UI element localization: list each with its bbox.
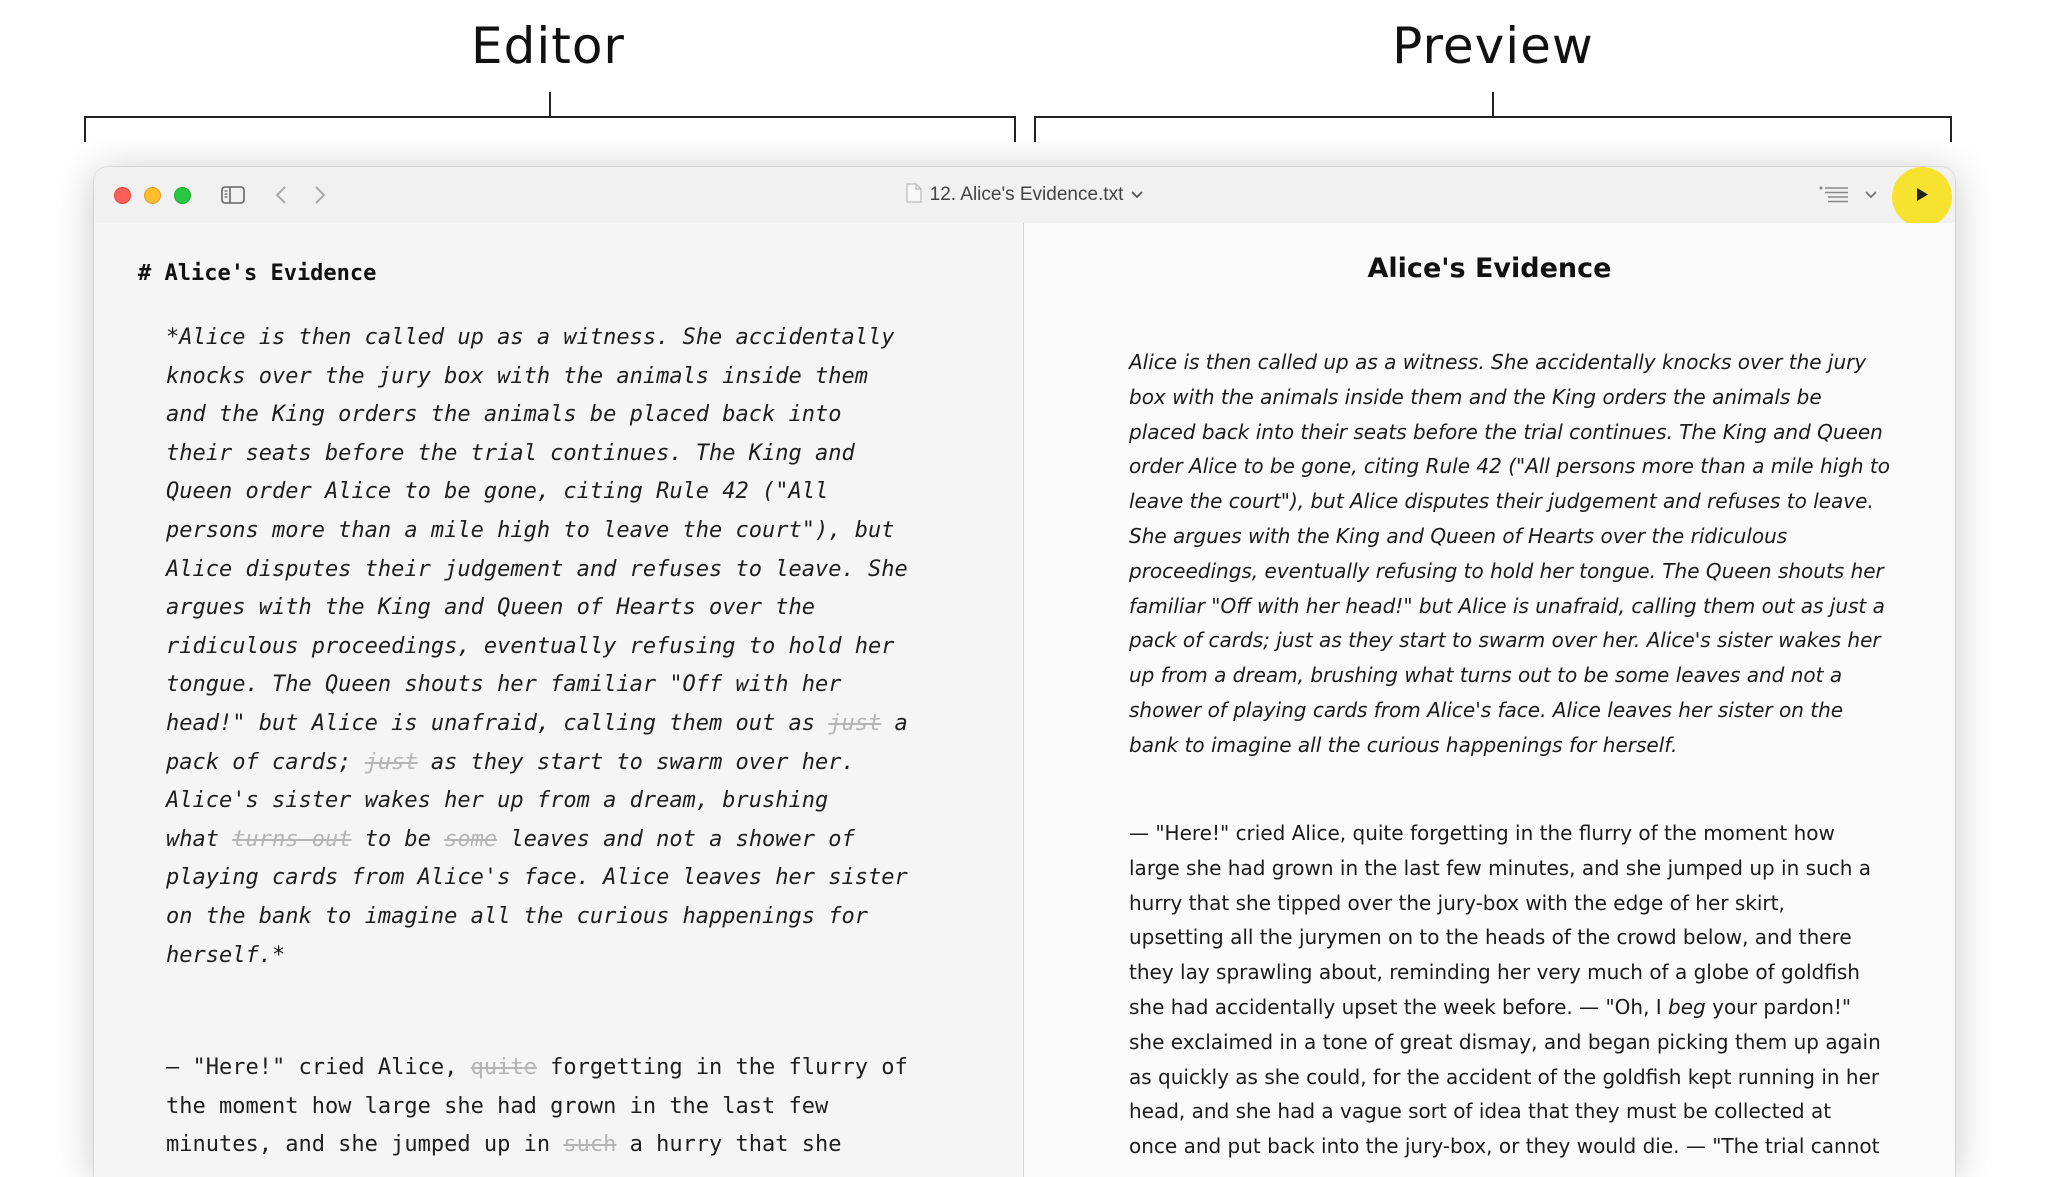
emphasis-text: beg xyxy=(1668,994,1706,1019)
text-run: once and put back into the jury-box, or they would die. — "The trial cannot xyxy=(1129,1134,1880,1159)
preview-line xyxy=(1129,920,1909,955)
editor-line xyxy=(166,319,966,358)
editor-line xyxy=(166,396,966,435)
text-run: what xyxy=(166,826,233,852)
zoom-window-button[interactable] xyxy=(174,187,191,204)
chevron-down-icon xyxy=(1131,186,1143,204)
preview-line xyxy=(1129,1094,1909,1129)
editor-line xyxy=(166,898,966,937)
editor-line xyxy=(166,744,966,783)
preview-line xyxy=(1129,955,1909,990)
text-run: to be xyxy=(351,826,445,852)
text-run: Alice disputes their judgement and refuses to leave. She xyxy=(166,556,908,582)
close-window-button[interactable] xyxy=(114,187,131,204)
strikethrough-text: just xyxy=(364,749,418,775)
editor-line xyxy=(166,705,966,744)
preview-line xyxy=(1129,886,1909,921)
preview-annotation-label: Preview xyxy=(1392,17,1594,75)
preview-line xyxy=(1129,851,1909,886)
text-run: proceedings, eventually refusing to hold her tongue. The Queen shouts her xyxy=(1129,558,1884,583)
text-run: she exclaimed in a tone of great dismay, and began picking them up again xyxy=(1129,1029,1881,1054)
preview-line xyxy=(1129,345,1909,380)
text-run: ridiculous proceedings, eventually refusing to hold her xyxy=(166,633,895,659)
preview-line xyxy=(1129,449,1909,484)
preview-paragraph-2 xyxy=(1129,816,1909,1164)
preview-line xyxy=(1129,380,1909,415)
text-run: *Alice is then called up as a witness. She accidentally xyxy=(166,325,895,350)
preview-line xyxy=(1129,693,1909,728)
text-run: placed back into their seats before the trial continues. The King and Queen xyxy=(1129,419,1883,444)
preview-heading: Alice's Evidence xyxy=(1367,253,1612,284)
editor-line xyxy=(166,551,966,590)
editor-line xyxy=(166,859,966,898)
app-window xyxy=(94,167,1955,1177)
text-run: they lay sprawling about, reminding her very much of a globe of goldfish xyxy=(1129,960,1860,985)
minimize-window-button[interactable] xyxy=(144,187,161,204)
editor-line xyxy=(166,358,966,397)
chevron-right-icon[interactable] xyxy=(308,181,332,209)
preview-line xyxy=(1129,990,1909,1025)
play-icon xyxy=(1916,188,1928,206)
text-run: as quickly as she could, for the accident of the goldfish kept running in her xyxy=(1129,1064,1880,1089)
preview-line xyxy=(1129,1060,1909,1095)
preview-line xyxy=(1129,519,1909,554)
text-run: head, and she had a vague sort of idea that they must be collected at xyxy=(1129,1099,1832,1124)
text-run: herself.* xyxy=(166,942,286,968)
text-run: on the bank to imagine all the curious happenings for xyxy=(166,903,868,929)
preview-line xyxy=(1129,1129,1909,1164)
file-icon xyxy=(906,183,922,208)
editor-bracket-tick xyxy=(549,92,551,118)
editor-line xyxy=(166,782,966,821)
editor-line xyxy=(166,821,966,860)
text-run: hurry that she tipped over the jury-box with the edge of her skirt, xyxy=(1129,890,1785,915)
text-run: upsetting all the jurymen on to the heads of the crowd below, and there xyxy=(1129,925,1852,950)
editor-line xyxy=(166,1049,966,1088)
text-run: she had accidentally upset the week before. — "Oh, I xyxy=(1129,994,1669,1019)
outline-list-icon[interactable] xyxy=(1816,181,1852,209)
preview-bracket-tick xyxy=(1492,92,1494,118)
editor-line xyxy=(166,435,966,474)
editor-paragraph-1 xyxy=(166,319,966,975)
preview-line xyxy=(1129,554,1909,589)
text-run: and the King orders the animals be placed back into xyxy=(166,402,842,428)
text-run: Alice's sister wakes her up from a dream, brushing xyxy=(166,788,829,814)
titlebar xyxy=(94,167,1955,224)
text-run: bank to imagine all the curious happenings for herself. xyxy=(1129,732,1678,757)
editor-line xyxy=(166,666,966,705)
text-run: their seats before the trial continues. The King and xyxy=(166,440,855,466)
preview-pane xyxy=(1024,223,1955,1177)
text-run: large she had grown in the last few minutes, and she jumped up in such a xyxy=(1129,855,1872,880)
strikethrough-text: quite xyxy=(470,1055,537,1080)
strikethrough-text: some xyxy=(444,826,498,852)
text-run: order Alice to be gone, citing Rule 42 ("All persons more than a mile high to xyxy=(1129,454,1890,479)
text-run: leaves and not a shower of xyxy=(497,826,855,852)
preview-line xyxy=(1129,658,1909,693)
text-run: tongue. The Queen shouts her familiar "Off with her xyxy=(166,672,842,698)
chevron-down-icon[interactable] xyxy=(1862,181,1880,209)
text-run: argues with the King and Queen of Hearts over the xyxy=(166,595,816,621)
text-run: Alice is then called up as a witness. She accidentally knocks over the jury xyxy=(1129,350,1867,374)
text-run: shower of playing cards from Alice's face. Alice leaves her sister on the xyxy=(1129,697,1844,722)
editor-heading: # Alice's Evidence xyxy=(138,261,377,286)
text-run: the moment how large she had grown in the last few xyxy=(166,1093,829,1119)
editor-line xyxy=(166,473,966,512)
editor-annotation-label: Editor xyxy=(471,17,625,75)
preview-bracket xyxy=(1034,116,1952,142)
editor-bracket xyxy=(84,116,1016,142)
text-run: persons more than a mile high to leave the court"), but xyxy=(166,517,895,543)
editor-line xyxy=(166,1088,966,1127)
strikethrough-text: just xyxy=(828,710,882,736)
document-title-menu[interactable] xyxy=(906,183,1144,208)
text-run: pack of cards; xyxy=(166,749,365,775)
preview-line xyxy=(1129,816,1909,851)
text-run: up from a dream, brushing what turns out to be some leaves and not a xyxy=(1129,663,1843,688)
text-run: box with the animals inside them and the King orders the animals be xyxy=(1129,384,1822,409)
preview-line xyxy=(1129,1025,1909,1060)
text-run: head!" but Alice is unafraid, calling them out as xyxy=(166,710,829,736)
text-run: familiar "Off with her head!" but Alice is unafraid, calling them out as just a xyxy=(1129,593,1885,618)
editor-line xyxy=(166,589,966,628)
text-run: a hurry that she xyxy=(616,1132,842,1158)
editor-pane[interactable] xyxy=(94,223,1023,1177)
editor-line xyxy=(166,628,966,667)
document-title: 12. Alice's Evidence.txt xyxy=(929,184,1124,205)
strikethrough-text: such xyxy=(563,1132,617,1158)
text-run: She argues with the King and Queen of Hearts over the ridiculous xyxy=(1129,523,1788,548)
text-run: minutes, and she jumped up in xyxy=(166,1132,564,1158)
editor-line xyxy=(166,512,966,551)
text-run: forgetting in the flurry of xyxy=(536,1055,908,1080)
text-run: — "Here!" cried Alice, xyxy=(166,1055,471,1080)
sidebar-toggle-icon[interactable] xyxy=(218,181,248,209)
text-run: — "Here!" cried Alice, quite forgetting in the flurry of the moment how xyxy=(1129,821,1835,845)
text-run: knocks over the jury box with the animals inside them xyxy=(166,363,868,389)
preview-line xyxy=(1129,728,1909,763)
strikethrough-text: turns out xyxy=(232,826,352,852)
preview-line xyxy=(1129,589,1909,624)
text-run: leave the court"), but Alice disputes their judgement and refuses to leave. xyxy=(1129,489,1874,514)
chevron-left-icon[interactable] xyxy=(269,181,293,209)
preview-line xyxy=(1129,623,1909,658)
editor-line xyxy=(166,937,966,976)
editor-paragraph-2 xyxy=(166,1049,966,1165)
text-run: pack of cards; just as they start to swarm over her. Alice's sister wakes her xyxy=(1129,628,1881,653)
text-run: your pardon!" xyxy=(1705,994,1852,1019)
preview-paragraph-1 xyxy=(1129,345,1909,763)
run-preview-button[interactable] xyxy=(1892,167,1952,227)
text-run: as they start to swarm over her. xyxy=(417,749,855,775)
preview-line xyxy=(1129,484,1909,519)
text-run: Queen order Alice to be gone, citing Rule 42 ("All xyxy=(166,479,829,505)
text-run: a xyxy=(881,710,908,736)
preview-line xyxy=(1129,415,1909,450)
editor-line xyxy=(166,1126,966,1165)
text-run: playing cards from Alice's face. Alice leaves her sister xyxy=(166,865,908,891)
